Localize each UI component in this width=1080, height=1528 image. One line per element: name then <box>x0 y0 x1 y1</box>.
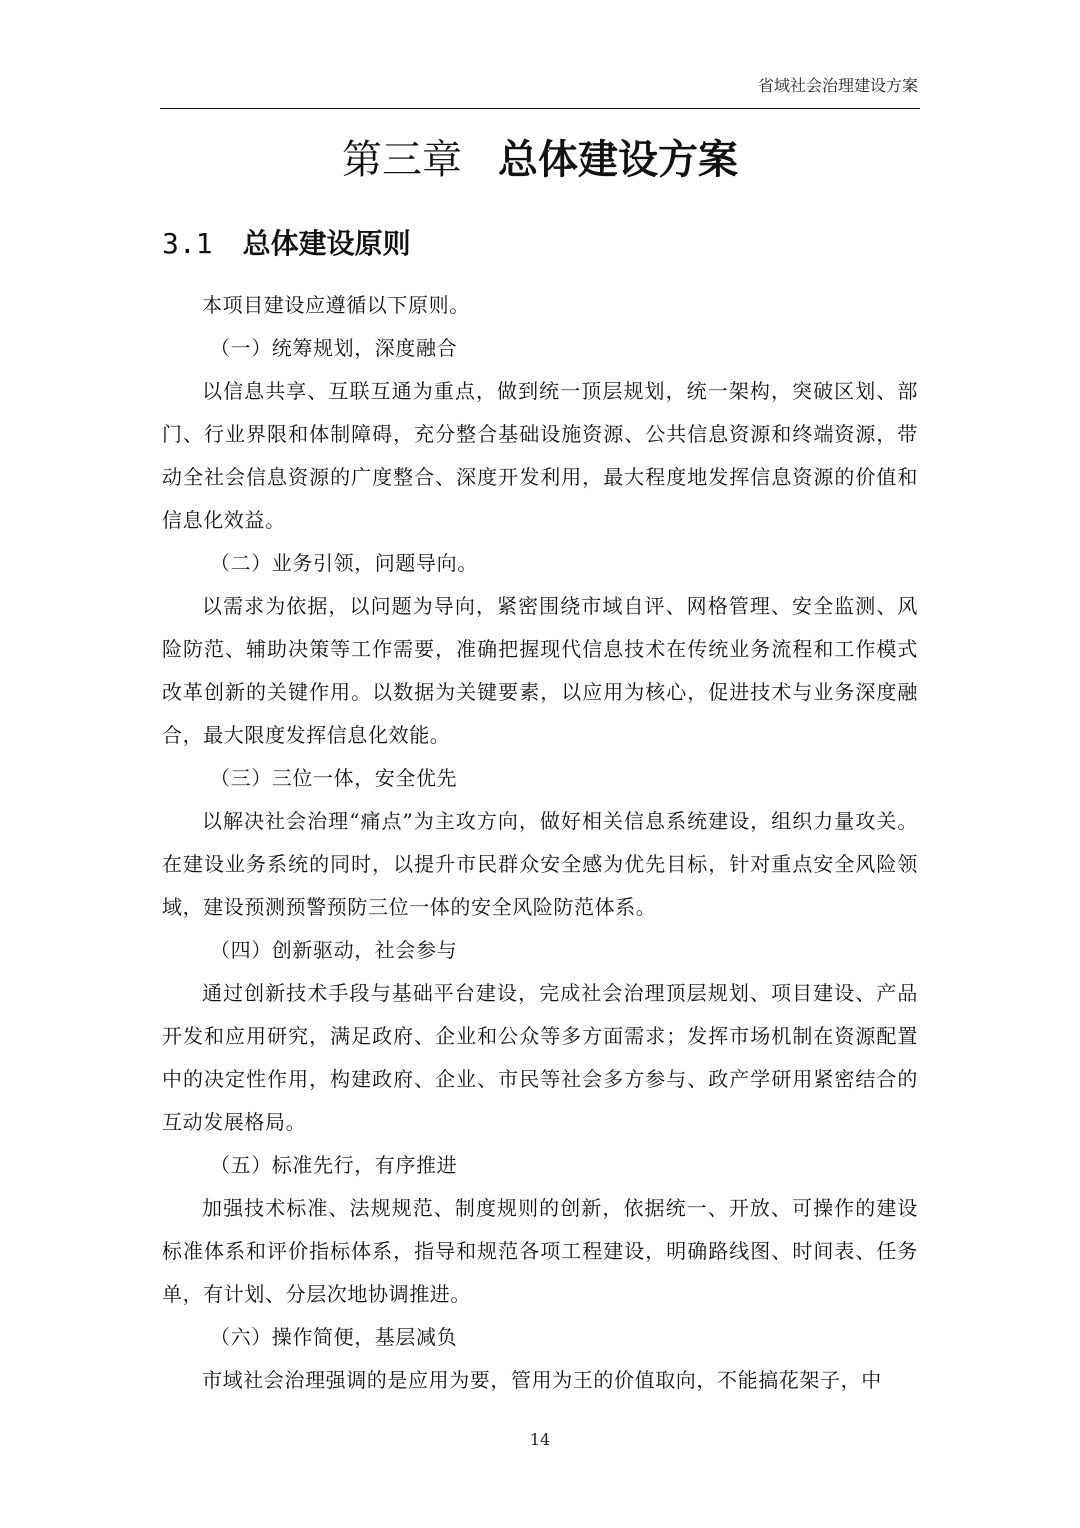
body-text <box>162 284 918 1402</box>
principle-heading-5: （五）标准先行，有序推进 <box>210 1153 458 1177</box>
principle-heading-3: （三）三位一体，安全优先 <box>210 766 458 790</box>
principle-heading-4: （四）创新驱动，社会参与 <box>210 938 458 962</box>
principle-heading-2: （二）业务引领，问题导向。 <box>210 551 478 575</box>
principle-paragraph-5: 加强技术标准、法规规范、制度规则的创新，依据统一、开放、可操作的建设标准体系和评价指标体系，指导和规范各项工程建设，明确路线图、时间表、任务单，有计划、分层次地协调推进。 <box>162 1196 918 1306</box>
principle-paragraph-2: 以需求为依据，以问题为导向，紧密围绕市域自评、网格管理、安全监测、风险防范、辅助决策等工作需要，准确把握现代信息技术在传统业务流程和工作模式改革创新的关键作用。以数据为关键要素，以应用为核心，促进技术与业务深度融合，最大限度发挥信息化效能。 <box>162 594 918 747</box>
principle-heading-6: （六）操作简便，基层减负 <box>210 1325 458 1349</box>
section-title: 总体建设原则 <box>242 227 411 260</box>
principle-paragraph-4: 通过创新技术手段与基础平台建设，完成社会治理顶层规划、项目建设、产品开发和应用研究，满足政府、企业和公众等多方面需求；发挥市场机制在资源配置中的决定性作用，构建政府、企业、市民等社会多方参与、政产学研用紧密结合的互动发展格局。 <box>162 981 918 1134</box>
principle-paragraph-6: 市域社会治理强调的是应用为要，管用为王的价值取向，不能搞花架子，中 <box>202 1368 882 1392</box>
intro-paragraph: 本项目建设应遵循以下原则。 <box>202 293 470 317</box>
principle-heading-1: （一）统筹规划，深度融合 <box>210 336 458 360</box>
page-number: 14 <box>529 1430 551 1449</box>
header-divider <box>160 108 920 109</box>
chapter-name: 总体建设方案 <box>498 137 738 183</box>
section-heading <box>162 222 411 266</box>
principle-paragraph-3: 以解决社会治理“痛点”为主攻方向，做好相关信息系统建设，组织力量攻关。在建设业务系统的同时，以提升市民群众安全感为优先目标，针对重点安全风险领域，建设预测预警预防三位一体的安全风险防范体系。 <box>162 809 918 919</box>
chapter-label: 第三章 <box>342 137 462 183</box>
running-header: 省域社会治理建设方案 <box>757 76 918 95</box>
chapter-title <box>0 128 1080 192</box>
section-number: 3.1 <box>162 227 213 260</box>
principle-paragraph-1: 以信息共享、互联互通为重点，做到统一顶层规划，统一架构，突破区划、部门、行业界限和体制障碍，充分整合基础设施资源、公共信息资源和终端资源，带动全社会信息资源的广度整合、深度开发利用，最大程度地发挥信息资源的价值和信息化效益。 <box>162 379 918 532</box>
